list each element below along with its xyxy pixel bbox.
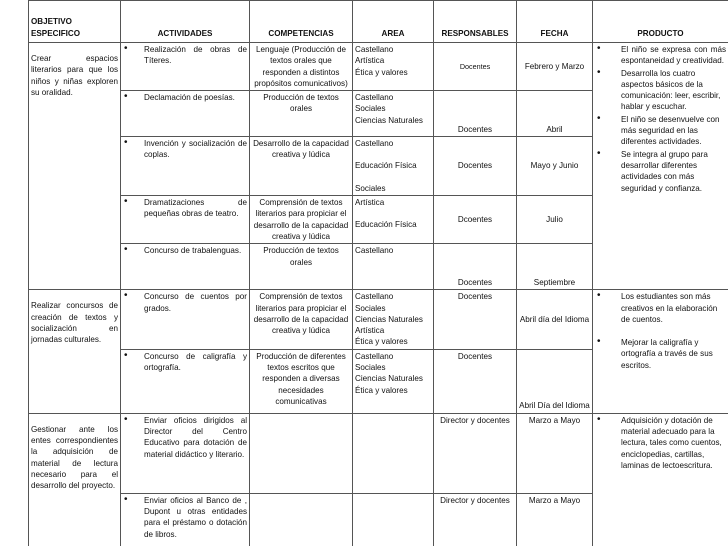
area-line: [355, 149, 431, 160]
bullet-glyph: •: [124, 349, 128, 361]
area-line: Castellano: [355, 139, 394, 149]
bullet-text: Invención y socialización de coplas.: [144, 139, 247, 160]
responsable-cell: Docentes: [434, 244, 517, 290]
actividad-cell: [121, 196, 250, 244]
objetivo-cell: Gestionar ante los entes correspondientes la adquisición de material de lectura necesario para el desarrollo del proyecto.: [29, 413, 121, 546]
actividad-item: [121, 350, 249, 374]
bullet-glyph: •: [124, 290, 128, 302]
fecha-cell: Septiembre: [517, 244, 593, 290]
competencia-cell: Producción de diferentes textos escritos que responden a diversas necesidades comunicativas: [250, 349, 353, 413]
area-cell: [353, 91, 434, 137]
competencia-cell: Comprensión de textos literarios para propiciar el desarrollo de la capacidad creativa y lúdica: [250, 290, 353, 349]
table-row: [29, 413, 728, 493]
area-line: Ciencias Naturales: [355, 314, 423, 324]
area-line: Artística: [355, 326, 385, 336]
competencia-cell: Producción de textos orales: [250, 244, 353, 290]
area-cell: [353, 413, 434, 493]
planning-table-sheet: [28, 0, 728, 546]
responsable-cell: Director y docentes: [434, 413, 517, 493]
header-competencias: COMPETENCIAS: [250, 1, 353, 43]
actividad-cell: [121, 493, 250, 546]
responsable-cell: Docentes: [434, 91, 517, 137]
table-row: [29, 43, 728, 91]
bullet-text: Mejorar la caligrafía y ortografía a través de sus escritos.: [621, 338, 713, 370]
producto-item: [593, 67, 728, 113]
competencia-cell: Producción de textos orales: [250, 91, 353, 137]
bullet-text: Concurso de cuentos por grados.: [144, 292, 247, 313]
actividad-cell: [121, 137, 250, 196]
producto-cell: [593, 43, 728, 290]
bullet-text: Desarrolla los cuatro aspectos básicos de la comunicación: leer, escribir, hablar y escuchar.: [621, 68, 721, 112]
fecha-cell: Julio: [517, 196, 593, 244]
area-line: Ética y valores: [355, 385, 408, 395]
producto-item: [593, 414, 728, 471]
area-line: Castellano: [355, 45, 394, 54]
producto-cell: [593, 413, 728, 546]
bullet-text: Dramatizaciones de pequeñas obras de teatro.: [144, 198, 247, 219]
area-line: Sociales: [355, 183, 386, 193]
actividad-cell: [121, 244, 250, 290]
bullet-glyph: •: [124, 196, 128, 208]
bullet-glyph: •: [124, 43, 128, 54]
area-cell: [353, 290, 434, 349]
bullet-text: Los estudiantes son más creativos en la elaboración de cuentos.: [621, 292, 718, 324]
bullet-text: Declamación de poesías.: [144, 93, 235, 103]
table-body: [29, 43, 728, 546]
producto-cell: [593, 290, 728, 413]
competencia-cell: [250, 493, 353, 546]
area-cell: [353, 244, 434, 290]
actividad-cell: [121, 43, 250, 91]
area-line: Artística: [355, 198, 385, 208]
bullet-glyph: •: [597, 336, 601, 348]
bullet-glyph: •: [597, 413, 601, 425]
bullet-glyph: •: [124, 413, 128, 425]
responsable-cell: Docentes: [434, 290, 517, 349]
header-row: [29, 1, 728, 43]
actividad-item: [121, 414, 249, 460]
table-row: [29, 290, 728, 349]
bullet-glyph: •: [124, 244, 128, 256]
bullet-text: Concurso de caligrafía y ortografía.: [144, 351, 247, 373]
actividad-cell: [121, 290, 250, 349]
area-line: Castellano: [355, 93, 394, 103]
project-planning-table: [28, 0, 728, 546]
header-actividades: ACTIVIDADES: [121, 1, 250, 43]
competencia-cell: Comprensión de textos literarios para propiciar el desarrollo de la capacidad creativa y lúdica: [250, 196, 353, 244]
bullet-text: Se integra al grupo para desarrollar diferentes actividades con más seguridad y confianza.: [621, 149, 708, 193]
area-line: Educación Física: [355, 220, 417, 230]
competencia-cell: Desarrollo de la capacidad creativa y lúdica: [250, 137, 353, 196]
actividad-item: [121, 91, 249, 103]
bullet-text: Realización de obras de Títeres.: [144, 45, 247, 66]
actividad-cell: [121, 413, 250, 493]
area-line: Ciencias Naturales: [355, 374, 423, 384]
actividad-item: [121, 196, 249, 220]
header-fecha: FECHA: [517, 1, 593, 43]
bullet-text: Enviar oficios al Banco de , Dupont u otras entidades para el préstamo o dotación de libros.: [144, 495, 247, 539]
header-area: AREA: [353, 1, 434, 43]
responsable-cell: Director y docentes: [434, 493, 517, 546]
bullet-glyph: •: [124, 493, 128, 505]
header-objetivo: OBJETIVO ESPECIFICO: [29, 1, 121, 43]
area-line: Castellano: [355, 351, 394, 361]
area-cell: [353, 137, 434, 196]
producto-item: [593, 43, 728, 67]
area-line: Sociales: [355, 104, 386, 114]
fecha-cell: Febrero y Marzo: [517, 43, 593, 91]
actividad-item: [121, 244, 249, 256]
producto-item: [593, 336, 728, 371]
actividad-item: [121, 137, 249, 161]
bullet-text: Concurso de trabalenguas.: [144, 246, 242, 256]
bullet-glyph: •: [124, 137, 128, 149]
responsable-cell: Docentes: [434, 349, 517, 413]
area-cell: [353, 493, 434, 546]
area-line: Castellano: [355, 292, 394, 302]
fecha-cell: Marzo a Mayo: [517, 413, 593, 493]
bullet-glyph: •: [597, 66, 601, 78]
bullet-glyph: •: [597, 112, 601, 124]
header-responsables: RESPONSABLES: [434, 1, 517, 43]
objetivo-cell: Realizar concursos de creación de textos y socialización en jornadas culturales.: [29, 290, 121, 413]
responsable-cell: Docentes: [434, 43, 517, 91]
area-cell: [353, 196, 434, 244]
bullet-glyph: •: [124, 91, 128, 103]
objetivo-cell: Crear espacios literarios para que los niños y niñas exploren su oralidad.: [29, 43, 121, 290]
fecha-cell: Abril: [517, 91, 593, 137]
area-cell: [353, 43, 434, 91]
fecha-cell: Mayo y Junio: [517, 137, 593, 196]
area-line: Educación Física: [355, 161, 417, 171]
actividad-item: [121, 290, 249, 314]
bullet-text: Adquisición y dotación de material adecuado para la lectura, tales como cuentos, enciclopedias, cartillas, laminas de lectoescritura.: [621, 415, 722, 470]
fecha-cell: Marzo a Mayo: [517, 493, 593, 546]
area-line: Ética y valores: [355, 337, 408, 347]
bullet-glyph: •: [597, 147, 601, 159]
area-line: Ética y valores: [355, 67, 408, 77]
responsable-cell: Dcoentes: [434, 196, 517, 244]
area-line: [355, 208, 431, 219]
actividad-cell: [121, 349, 250, 413]
area-line: Ciencias Naturales: [355, 115, 423, 125]
competencia-cell: Lenguaje (Producción de textos orales que responden a distintos propósitos comunicativos): [250, 43, 353, 91]
producto-item: [593, 290, 728, 325]
area-line: Sociales: [355, 363, 386, 373]
bullet-glyph: •: [597, 290, 601, 302]
responsable-cell: Docentes: [434, 137, 517, 196]
actividad-item: [121, 494, 249, 540]
fecha-cell: Abril Día del Idioma: [517, 349, 593, 413]
bullet-glyph: •: [597, 43, 601, 54]
spacer: [593, 325, 728, 336]
bullet-text: Enviar oficios dirigidos al Director del Centro Educativo para dotación de material didáctico y literario.: [144, 415, 247, 459]
header-producto: PRODUCTO: [593, 1, 728, 43]
bullet-text: El niño se expresa con más espontaneidad y creatividad.: [621, 45, 726, 66]
area-cell: [353, 349, 434, 413]
fecha-cell: Abril día del Idioma: [517, 290, 593, 349]
bullet-text: El niño se desenvuelve con más seguridad en las diferentes actividades.: [621, 114, 720, 147]
competencia-cell: [250, 413, 353, 493]
actividad-cell: [121, 91, 250, 137]
area-line: Artística: [355, 56, 385, 66]
area-line: Castellano: [355, 246, 394, 256]
producto-item: [593, 113, 728, 148]
area-line: [355, 172, 431, 183]
producto-item: [593, 148, 728, 194]
area-line: Sociales: [355, 303, 386, 313]
actividad-item: [121, 43, 249, 67]
